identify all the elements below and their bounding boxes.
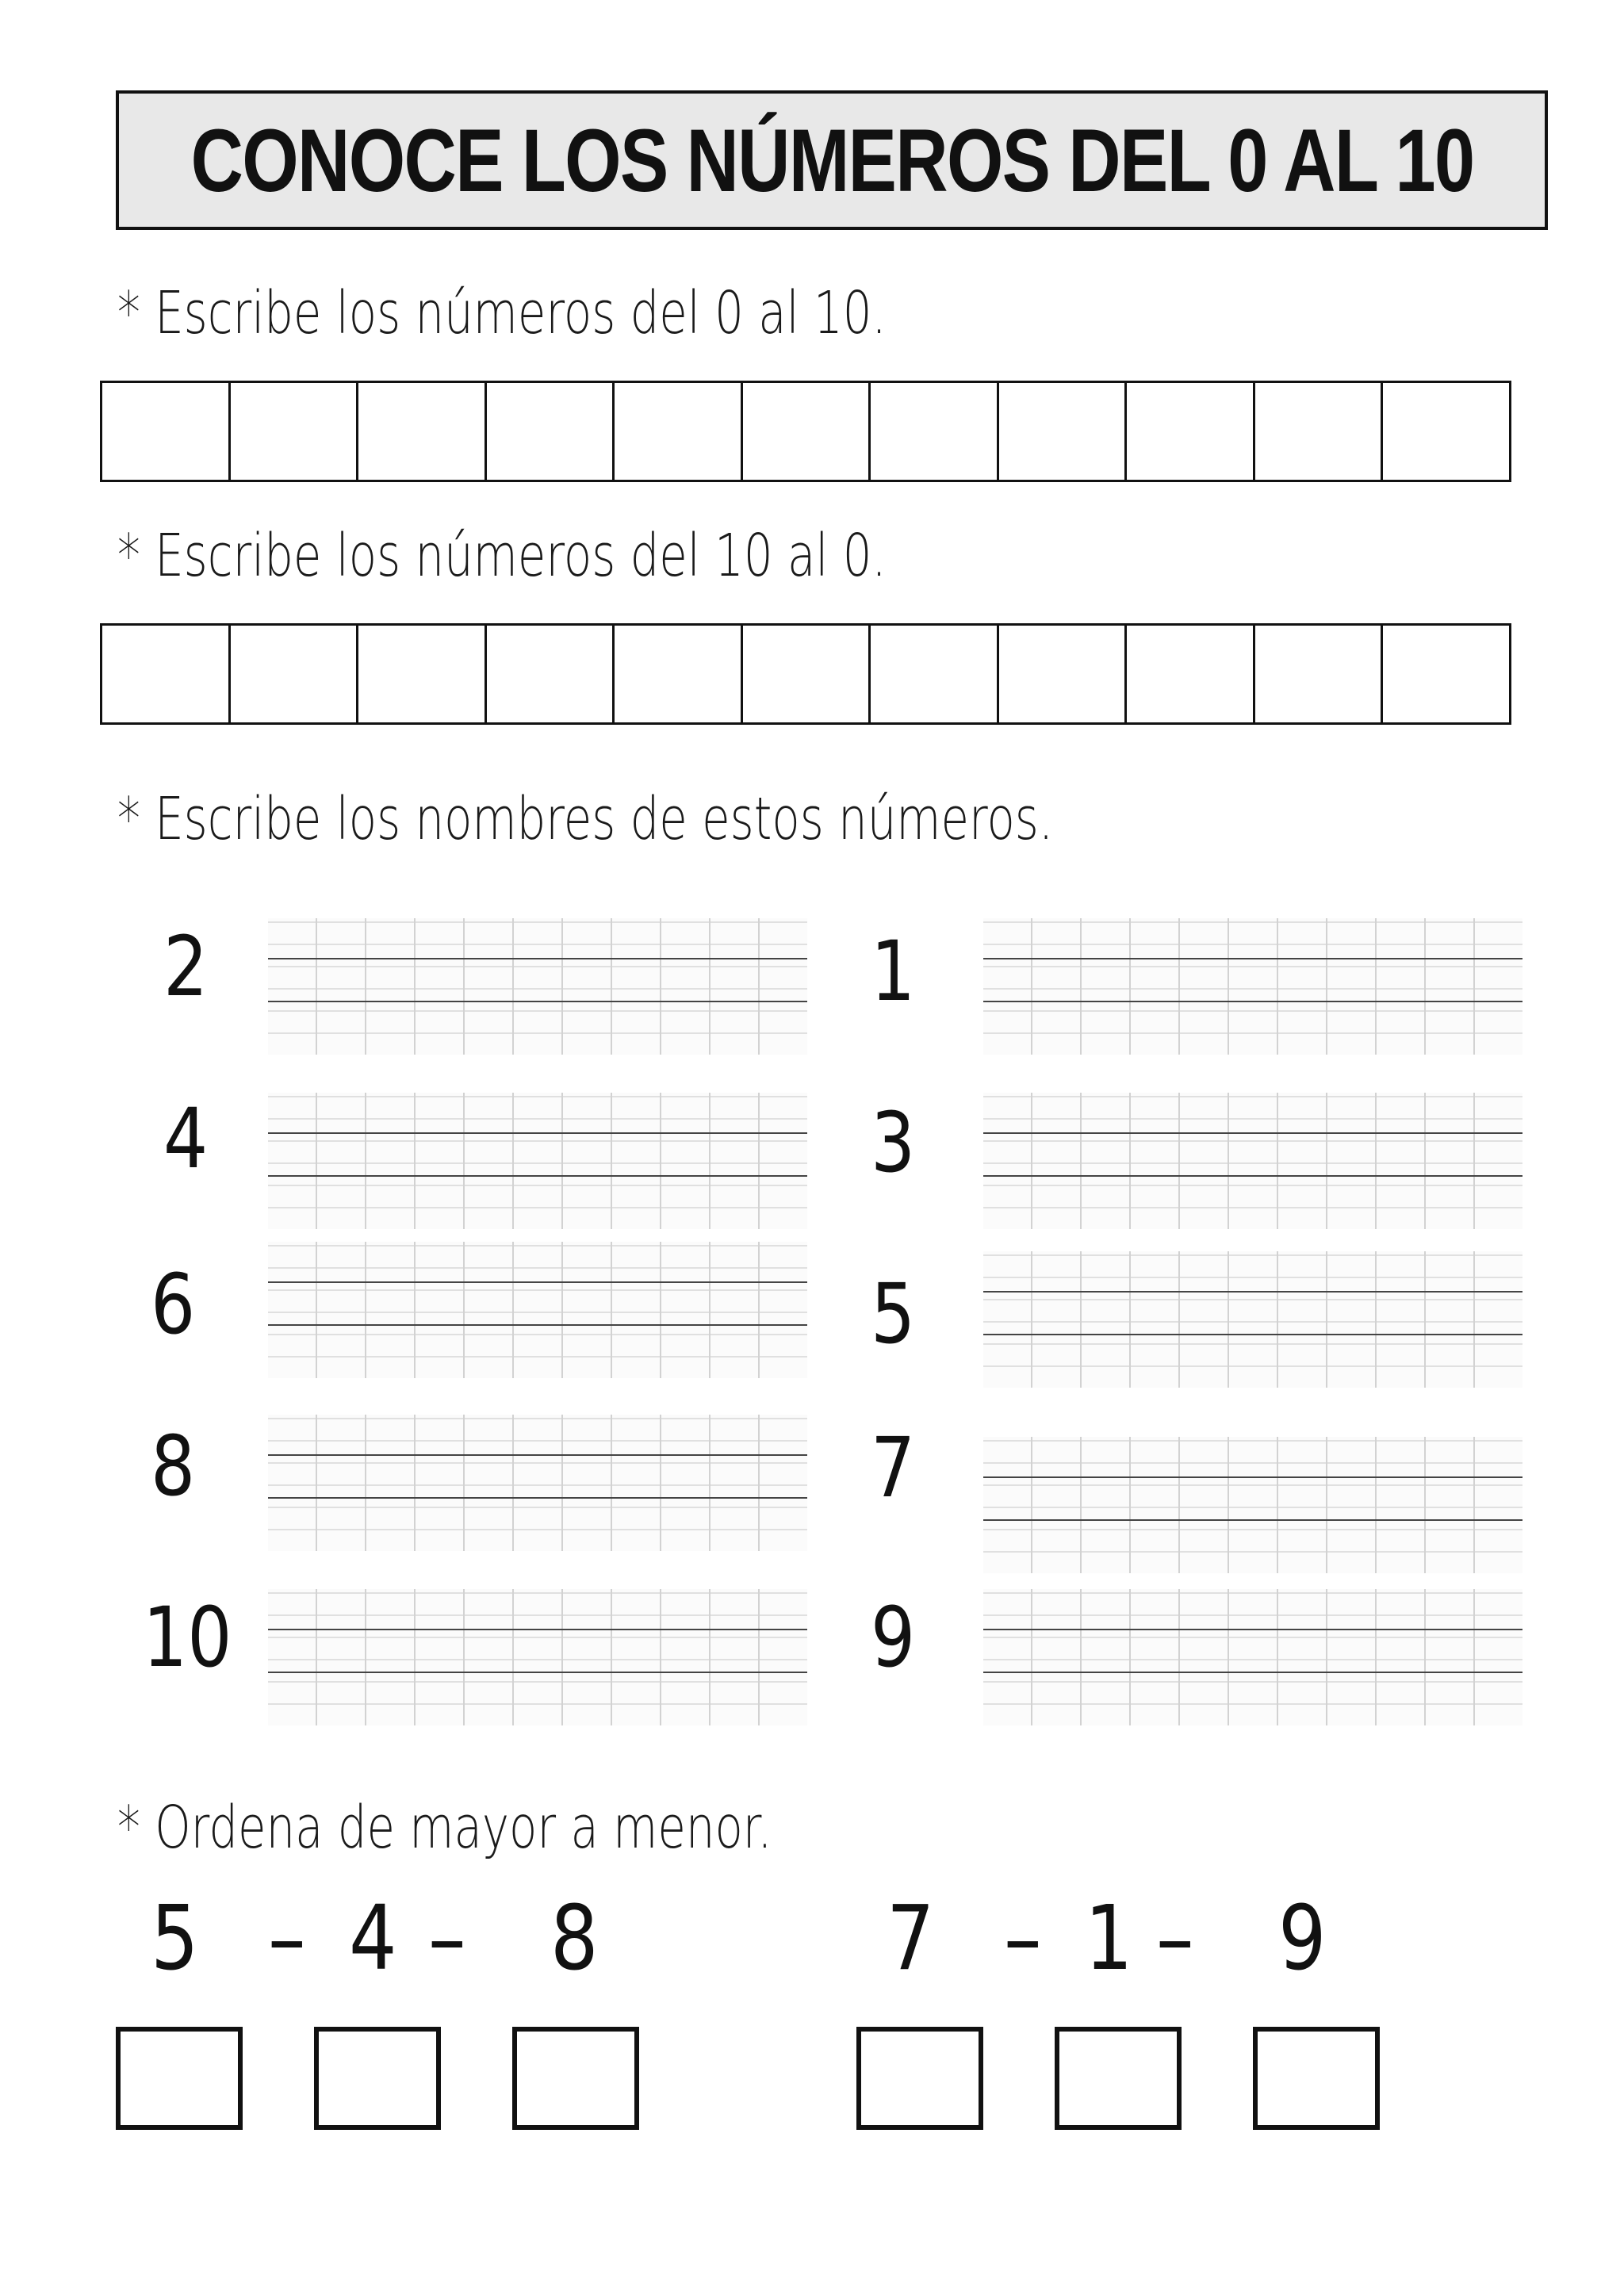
answer-cell[interactable]: [743, 383, 871, 480]
answer-cell[interactable]: [1127, 626, 1255, 722]
writing-guide[interactable]: [983, 918, 1522, 1055]
answer-row-10-to-0: [100, 623, 1511, 725]
order-number: 7: [887, 1887, 935, 1990]
order-answer-box[interactable]: [512, 2027, 639, 2130]
number-label: 9: [871, 1589, 916, 1686]
order-separator: –: [1156, 1887, 1194, 1990]
answer-cell[interactable]: [1255, 626, 1384, 722]
answer-cell[interactable]: [1127, 383, 1255, 480]
number-label: 4: [163, 1090, 209, 1187]
answer-cell[interactable]: [487, 626, 615, 722]
order-number: 8: [550, 1887, 599, 1990]
title-box: [116, 90, 1548, 230]
answer-cell[interactable]: [871, 383, 999, 480]
instruction-write-names: * Escribe los nombres de estos números.: [117, 785, 1054, 853]
answer-cell[interactable]: [358, 383, 487, 480]
answer-cell[interactable]: [871, 626, 999, 722]
answer-cell[interactable]: [487, 383, 615, 480]
answer-cell[interactable]: [358, 626, 487, 722]
instruction-order: * Ordena de mayor a menor.: [117, 1794, 772, 1862]
instruction-write-10-to-0: * Escribe los números del 10 al 0.: [117, 522, 887, 590]
answer-cell[interactable]: [102, 383, 231, 480]
writing-guide[interactable]: [268, 1415, 807, 1551]
writing-guide[interactable]: [268, 1589, 807, 1725]
order-answer-box[interactable]: [1253, 2027, 1380, 2130]
number-label: 5: [871, 1266, 916, 1362]
writing-guide[interactable]: [983, 1251, 1522, 1388]
answer-cell[interactable]: [615, 383, 743, 480]
number-label: 6: [151, 1256, 196, 1353]
number-label: 10: [143, 1589, 232, 1686]
order-number: 9: [1278, 1887, 1327, 1990]
number-label: 1: [871, 923, 916, 1020]
order-answer-box[interactable]: [1055, 2027, 1182, 2130]
number-label: 3: [871, 1094, 916, 1191]
answer-cell[interactable]: [1255, 383, 1384, 480]
writing-guide[interactable]: [268, 918, 807, 1055]
answer-cell[interactable]: [231, 383, 359, 480]
order-answer-box[interactable]: [856, 2027, 983, 2130]
number-label: 7: [871, 1419, 916, 1516]
writing-guide[interactable]: [983, 1589, 1522, 1725]
page-title: CONOCE LOS NÚMEROS DEL 0 AL 10: [190, 110, 1473, 210]
order-answer-box[interactable]: [116, 2027, 243, 2130]
answer-cell[interactable]: [743, 626, 871, 722]
order-separator: –: [428, 1887, 466, 1990]
order-number: 4: [349, 1887, 397, 1990]
answer-cell[interactable]: [999, 383, 1128, 480]
number-label: 8: [151, 1418, 196, 1515]
order-number: 5: [151, 1887, 199, 1990]
writing-guide[interactable]: [268, 1242, 807, 1378]
writing-guide[interactable]: [983, 1093, 1522, 1229]
writing-guide[interactable]: [983, 1437, 1522, 1573]
answer-cell[interactable]: [1383, 626, 1509, 722]
writing-guide[interactable]: [268, 1093, 807, 1229]
order-separator: –: [1004, 1887, 1042, 1990]
answer-cell[interactable]: [999, 626, 1128, 722]
answer-cell[interactable]: [615, 626, 743, 722]
answer-row-0-to-10: [100, 381, 1511, 482]
answer-cell[interactable]: [1383, 383, 1509, 480]
answer-cell[interactable]: [231, 626, 359, 722]
number-label: 2: [163, 918, 209, 1015]
order-separator: –: [268, 1887, 306, 1990]
instruction-write-0-to-10: * Escribe los números del 0 al 10.: [117, 279, 887, 347]
answer-cell[interactable]: [102, 626, 231, 722]
order-number: 1: [1085, 1887, 1133, 1990]
order-answer-box[interactable]: [314, 2027, 441, 2130]
